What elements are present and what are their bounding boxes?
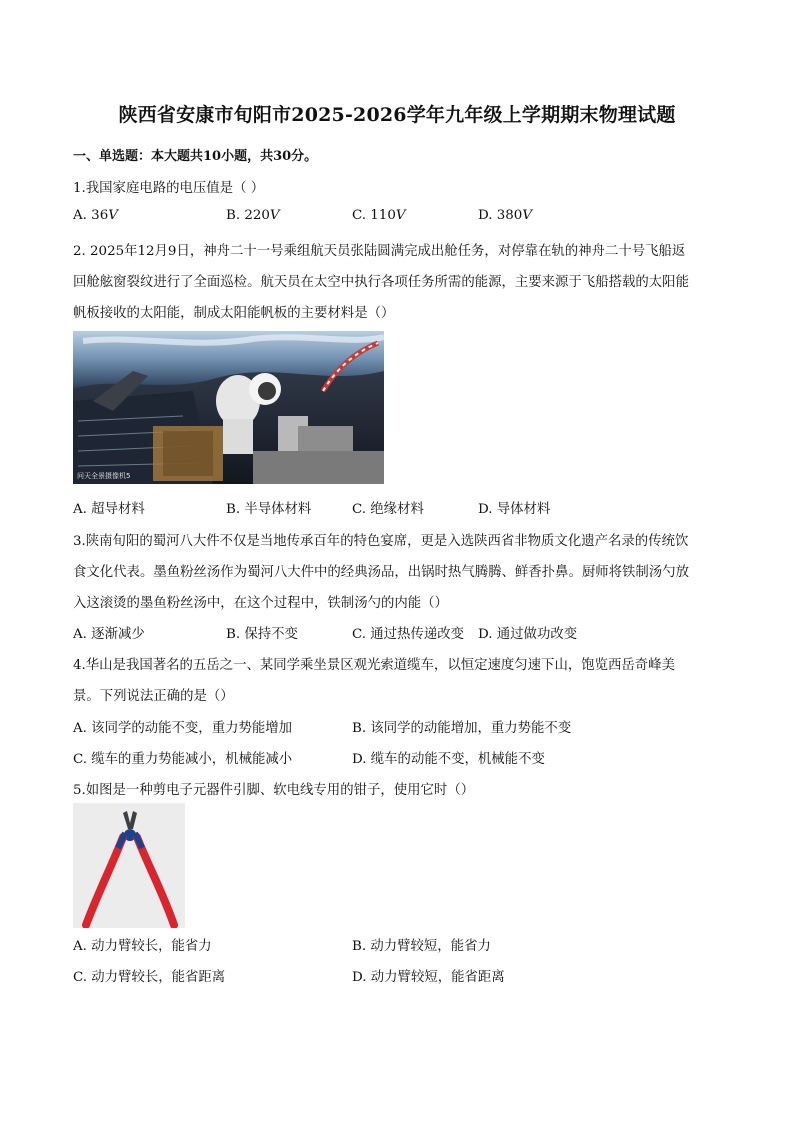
q3-option-a: A. 逐渐减少 [73,627,145,642]
question-2-stem-line-3: 帆板接收的太阳能，制成太阳能帆板的主要材料是（） [73,306,395,321]
section-heading: 一、单选题：本大题共10小题，共30分。 [73,149,318,164]
q5-option-b: B. 动力臂较短，能省力 [352,939,491,954]
q3-option-d: D. 通过做功改变 [478,627,578,642]
q2-option-b: B. 半导体材料 [226,502,312,517]
q2-option-a: A. 超导材料 [73,502,145,517]
astronaut-spacewalk-photo [73,331,384,484]
q2-option-d: D. 导体材料 [478,502,551,517]
question-2-stem-line-2: 回舱舷窗裂纹进行了全面巡检。航天员在太空中执行各项任务所需的能源，主要来源于飞船搭载的太阳能 [73,275,689,290]
question-3-stem-line-1: 3.陕南旬阳的蜀河八大件不仅是当地传承百年的特色宴席，更是入选陕西省非物质文化遗产名录的传统饮 [73,534,689,549]
q1-option-a: A. 36𝑉 [73,208,118,223]
pliers-photo [73,803,185,928]
q1-option-d: D. 380𝑉 [478,208,533,223]
q2-option-c: C. 绝缘材料 [352,502,424,517]
question-3-stem-line-2: 食文化代表。墨鱼粉丝汤作为蜀河八大件中的经典汤品，出锅时热气腾腾、鲜香扑鼻。厨师将铁制汤勺放 [73,565,689,580]
question-3-stem-line-3: 入这滚烫的墨鱼粉丝汤中，在这个过程中，铁制汤勺的内能（） [73,596,448,611]
page-title: 陕西省安康市旬阳市2025-2026学年九年级上学期期末物理试题 [118,104,676,126]
q5-option-a: A. 动力臂较长，能省力 [73,939,212,954]
question-4-stem-line-1: 4.华山是我国著名的五岳之一、某同学乘坐景区观光索道缆车，以恒定速度匀速下山，饱览西岳奇峰美 [73,658,675,673]
q4-option-c: C. 缆车的重力势能减小，机械能减小 [73,752,293,767]
question-5-stem: 5.如图是一种剪电子元器件引脚、软电线专用的钳子，使用它时（） [73,783,475,798]
photo-watermark: 问天全景摄像机5 [77,472,131,480]
question-1-stem: 1.我国家庭电路的电压值是（ ） [73,181,265,196]
q4-option-d: D. 缆车的动能不变，机械能不变 [352,752,545,767]
q1-option-c: C. 110𝑉 [352,208,406,223]
pliers-illustration [73,803,185,928]
q5-option-c: C. 动力臂较长，能省距离 [73,970,226,985]
q1-option-b: B. 220𝑉 [226,208,280,223]
q4-option-b: B. 该同学的动能增加，重力势能不变 [352,721,572,736]
q3-option-c: C. 通过热传递改变 [352,627,465,642]
astronaut-spacewalk-illustration [73,331,384,484]
q4-option-a: A. 该同学的动能不变，重力势能增加 [73,721,293,736]
question-4-stem-line-2: 景。下列说法正确的是（） [73,689,234,704]
q3-option-b: B. 保持不变 [226,627,298,642]
q5-option-d: D. 动力臂较短，能省距离 [352,970,505,985]
question-2-stem-line-1: 2. 2025年12月9日，神舟二十一号乘组航天员张陆圆满完成出舱任务，对停靠在轨的神舟二十号飞船返 [73,244,686,259]
